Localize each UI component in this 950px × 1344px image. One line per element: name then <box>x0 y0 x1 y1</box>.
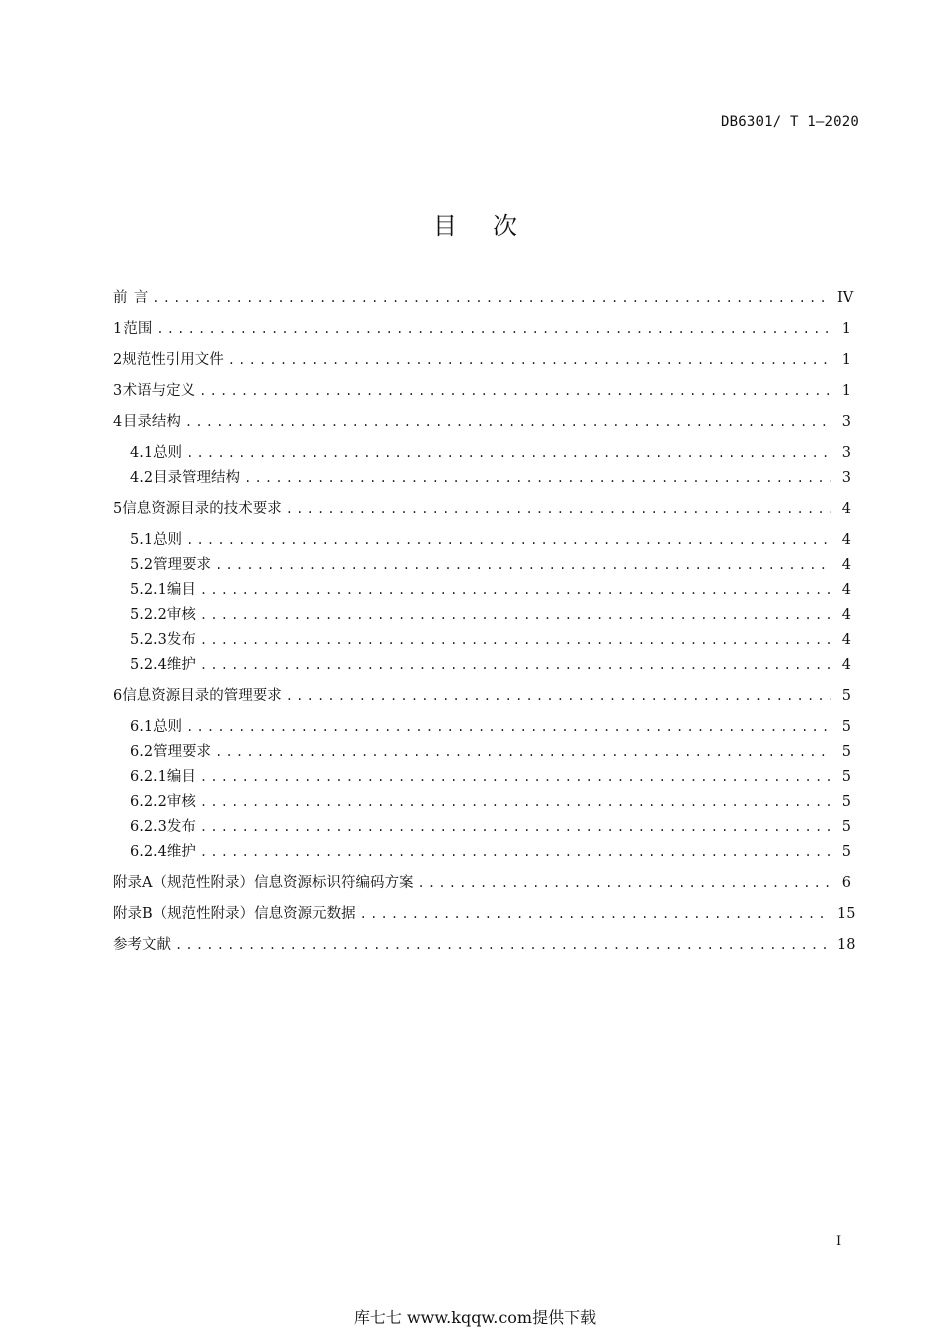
toc-leader <box>200 604 831 626</box>
toc-entry-number: 5.2.1 <box>130 582 167 598</box>
toc-entry[interactable] <box>130 654 851 676</box>
toc-leader <box>215 741 831 763</box>
toc-entry-number: 6 <box>113 688 123 704</box>
toc-entry[interactable] <box>130 604 851 626</box>
toc-entry-title: 范围 <box>123 321 153 337</box>
toc-entry-number: 2 <box>113 352 123 368</box>
toc-entry-title: 编目 <box>166 769 196 785</box>
toc-entry-number: 4.2 <box>130 470 154 486</box>
toc-leader <box>186 529 831 551</box>
toc-entry-appendix-b[interactable] <box>113 903 856 925</box>
toc-entry[interactable] <box>130 554 851 576</box>
toc-entry-page: 5 <box>841 819 851 835</box>
toc-leader <box>199 380 831 402</box>
toc-leader <box>200 841 831 863</box>
toc-entry-number: 6.2.4 <box>130 844 167 860</box>
toc-entry-number: 6.2.2 <box>130 794 167 810</box>
toc-entry-page: 1 <box>841 352 851 368</box>
toc-entry[interactable] <box>130 791 851 813</box>
toc-leader <box>175 934 831 956</box>
toc-entry-page: 15 <box>837 906 856 922</box>
toc-leader <box>186 716 831 738</box>
toc-leader <box>156 318 831 340</box>
toc-entry-references[interactable] <box>113 934 856 956</box>
toc-entry[interactable] <box>130 529 851 551</box>
toc-entry-page: 4 <box>841 632 851 648</box>
toc-entry-page: 3 <box>841 414 851 430</box>
toc-leader <box>152 287 831 309</box>
toc-entry-page: 1 <box>841 383 851 399</box>
toc-entry-number: 前 <box>113 290 128 306</box>
toc-entry-title: 信息资源标识符编码方案 <box>253 875 414 891</box>
toc-entry[interactable] <box>113 498 851 520</box>
toc-entry-title: 目录结构 <box>122 414 181 430</box>
toc-entry[interactable] <box>130 766 851 788</box>
toc-entry-number: 5.1 <box>130 532 154 548</box>
page-title: 目次 <box>433 212 553 240</box>
toc-entry-page: 5 <box>841 844 851 860</box>
toc-entry-title: 发布 <box>166 632 196 648</box>
toc-entry-page: 4 <box>841 501 851 517</box>
toc-entry[interactable] <box>130 442 851 464</box>
toc-leader <box>186 442 831 464</box>
toc-entry-page: 5 <box>841 688 851 704</box>
toc-entry-foreword[interactable] <box>113 287 854 309</box>
toc-leader <box>200 654 831 676</box>
toc-leader <box>228 349 831 371</box>
download-source-footer: 库七七 www.kqqw.com提供下载 <box>353 1308 597 1327</box>
toc-leader <box>286 498 831 520</box>
toc-entry[interactable] <box>113 380 851 402</box>
toc-entry[interactable] <box>130 579 851 601</box>
toc-entry[interactable] <box>130 467 851 489</box>
toc-entry-number: 5.2.3 <box>130 632 167 648</box>
toc-entry-title: 信息资源目录的技术要求 <box>122 501 282 517</box>
toc-entry-title: 管理要求 <box>153 744 212 760</box>
toc-entry-title: 目录管理结构 <box>153 470 241 486</box>
toc-entry-number: 4.1 <box>130 445 154 461</box>
toc-entry-title: 言 <box>133 290 149 306</box>
toc-entry-number: 5.2.2 <box>130 607 167 623</box>
toc-entry-title: 总则 <box>153 719 183 735</box>
toc-entry-page: 5 <box>841 794 851 810</box>
toc-entry-page: 5 <box>841 719 851 735</box>
toc-entry-title: 规范性引用文件 <box>122 352 224 368</box>
toc-entry-number: 5 <box>113 501 123 517</box>
toc-entry-number: 6.2.1 <box>130 769 167 785</box>
toc-entry-page: 4 <box>841 532 851 548</box>
toc-entry-number: 5.2.4 <box>130 657 167 673</box>
toc-entry-title: 管理要求 <box>153 557 212 573</box>
toc-leader <box>286 685 831 707</box>
toc-entry-title: 维护 <box>166 844 196 860</box>
toc-entry-number: 6.1 <box>130 719 154 735</box>
toc-entry-page: 5 <box>841 744 851 760</box>
toc-entry-title: 总则 <box>153 445 183 461</box>
toc-leader <box>244 467 831 489</box>
toc-leader <box>185 411 831 433</box>
toc-entry-number: 1 <box>113 321 123 337</box>
toc-leader <box>360 903 831 925</box>
toc-entry[interactable] <box>130 629 851 651</box>
toc-leader <box>200 629 831 651</box>
toc-leader <box>200 579 831 601</box>
toc-entry-title: 维护 <box>166 657 196 673</box>
toc-entry-number: 6.2.3 <box>130 819 167 835</box>
toc-entry-title: 总则 <box>153 532 183 548</box>
toc-entry-number: 5.2 <box>130 557 154 573</box>
toc-leader <box>215 554 831 576</box>
toc-entry-appendix-a[interactable] <box>113 872 851 894</box>
toc-entry-number: 参考文献 <box>113 937 171 953</box>
page-number: I <box>836 1234 842 1249</box>
toc-entry-page: 3 <box>841 470 851 486</box>
toc-entry[interactable] <box>113 411 851 433</box>
toc-entry-title: 发布 <box>166 819 196 835</box>
toc-entry-page: 4 <box>841 557 851 573</box>
toc-leader <box>200 766 831 788</box>
toc-entry-page: IV <box>837 290 854 306</box>
toc-entry-number: 6.2 <box>130 744 154 760</box>
table-of-contents <box>113 0 856 1344</box>
toc-entry[interactable] <box>130 741 851 763</box>
toc-leader <box>200 816 831 838</box>
toc-entry-page: 4 <box>841 607 851 623</box>
toc-entry-title: 术语与定义 <box>122 383 196 399</box>
toc-leader <box>417 872 831 894</box>
toc-entry-number: 附录B（规范性附录） <box>113 906 255 922</box>
toc-entry-page: 3 <box>841 445 851 461</box>
toc-entry-page: 4 <box>841 582 851 598</box>
toc-entry-number: 3 <box>113 383 123 399</box>
toc-entry[interactable] <box>130 841 851 863</box>
toc-entry-number: 4 <box>113 414 123 430</box>
toc-entry-title: 审核 <box>166 794 196 810</box>
toc-entry-page: 6 <box>841 875 851 891</box>
toc-entry-title: 信息资源目录的管理要求 <box>122 688 282 704</box>
toc-entry-title: 审核 <box>166 607 196 623</box>
toc-entry[interactable] <box>113 685 851 707</box>
toc-entry-number: 附录A（规范性附录） <box>113 875 254 891</box>
toc-entry[interactable] <box>130 816 851 838</box>
toc-entry-title: 编目 <box>166 582 196 598</box>
document-code: DB6301/ T 1—2020 <box>720 114 859 130</box>
toc-entry-title: 信息资源元数据 <box>254 906 356 922</box>
toc-entry[interactable] <box>130 716 851 738</box>
toc-entry[interactable] <box>113 349 851 371</box>
toc-leader <box>200 791 831 813</box>
toc-entry-page: 5 <box>841 769 851 785</box>
toc-entry-page: 4 <box>841 657 851 673</box>
toc-entry-page: 1 <box>841 321 851 337</box>
toc-entry[interactable] <box>113 318 851 340</box>
toc-entry-page: 18 <box>837 937 856 953</box>
